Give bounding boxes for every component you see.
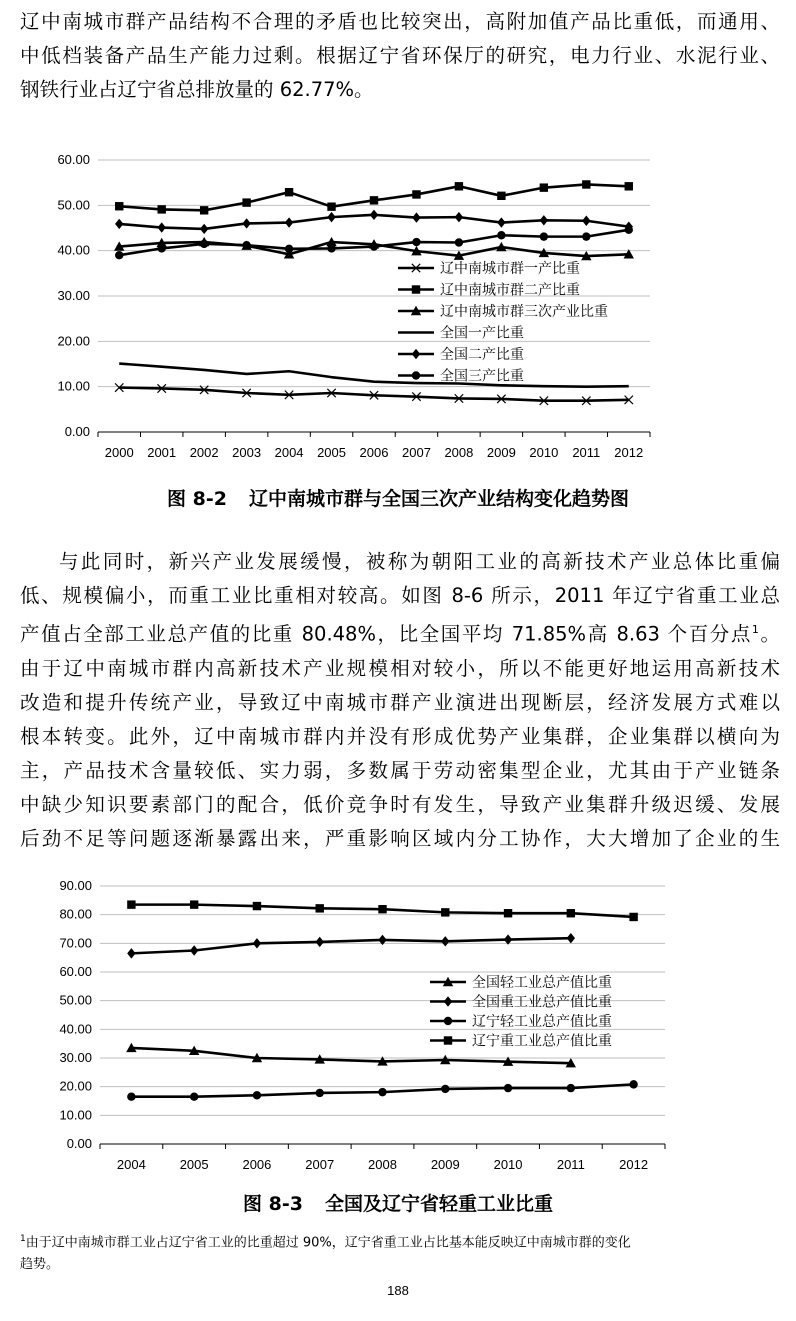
chart2-svg (0, 870, 796, 1190)
figure2-title: 全国及辽宁省轻重工业比重 (324, 1193, 553, 1215)
data-point (115, 251, 123, 259)
data-point (115, 202, 123, 210)
legend-item (430, 994, 612, 1011)
data-point (540, 215, 548, 225)
paragraph-line: 与此同时，新兴产业发展缓慢，被称为朝阳工业的高新技术产业总体比重偏 (59, 550, 780, 573)
figure1-number: 图 8-2 (167, 488, 227, 510)
legend-marker (412, 349, 420, 359)
data-point (327, 244, 335, 252)
legend-label: 辽中南城市群一产比重 (440, 261, 580, 277)
data-point (441, 1085, 449, 1093)
data-point (285, 188, 293, 196)
data-point (253, 902, 261, 910)
x-tick-label: 2012 (614, 445, 644, 460)
paragraph-line: 中低档装备产品生产能力过剩。根据辽宁省环保厅的研究，电力行业、水泥行业、 (20, 44, 780, 67)
data-point (625, 182, 633, 190)
data-point (504, 1084, 512, 1092)
legend-marker (444, 996, 452, 1006)
data-point (157, 244, 165, 252)
data-point (316, 1089, 324, 1097)
data-point (378, 905, 386, 913)
legend-item (430, 974, 612, 991)
series-2 (115, 180, 633, 214)
legend-label: 辽宁轻工业总产值比重 (472, 1014, 612, 1030)
data-point (582, 216, 590, 226)
data-point (625, 226, 633, 234)
x-tick-label: 2012 (619, 1157, 649, 1172)
figure1-title: 辽中南城市群与全国三次产业结构变化趋势图 (248, 488, 629, 510)
legend-label: 全国二产比重 (440, 347, 524, 363)
y-tick-label: 10.00 (59, 1107, 92, 1123)
data-point (497, 192, 505, 200)
x-tick-label: 2003 (232, 445, 262, 460)
data-point (412, 190, 420, 198)
y-tick-label: 50.00 (57, 197, 90, 213)
y-tick-label: 20.00 (59, 1078, 92, 1094)
x-tick-label: 2008 (444, 445, 474, 460)
x-tick-label: 2010 (529, 445, 559, 460)
legend-item (398, 260, 580, 277)
x-tick-label: 2011 (556, 1157, 585, 1172)
legend (398, 260, 608, 385)
paragraph-line: 产值占全部工业总产值的比重 80.48%，比全国平均 71.85%高 8.63 个百分点$^1$。 (20, 622, 780, 646)
paragraph-line: 钢铁行业占辽宁省总排放量的 62.77%。 (20, 78, 374, 101)
x-tick-label: 2009 (430, 1157, 460, 1172)
data-point (582, 180, 590, 188)
data-point (285, 245, 293, 253)
legend-item (430, 1033, 612, 1050)
data-point (157, 205, 165, 213)
x-tick-label: 2005 (317, 445, 346, 460)
top-paragraph (20, 5, 780, 107)
y-tick-label: 50.00 (59, 992, 92, 1008)
x-tick-label: 2007 (305, 1157, 335, 1172)
data-point (190, 900, 198, 908)
x-tick-label: 2006 (242, 1157, 272, 1172)
x-tick-label: 2011 (572, 445, 601, 460)
series-line (131, 1048, 570, 1063)
footnote (20, 1228, 780, 1276)
data-point (190, 1093, 198, 1101)
y-tick-label: 80.00 (59, 906, 92, 922)
x-tick-label: 2004 (274, 445, 304, 460)
x-tick-label: 2005 (179, 1157, 209, 1172)
data-point (242, 218, 250, 228)
legend-item (398, 325, 524, 342)
y-tick-label: 30.00 (57, 288, 90, 303)
series-3 (127, 1080, 638, 1101)
data-point (540, 183, 548, 191)
data-point (441, 908, 449, 916)
data-point (378, 1088, 386, 1096)
legend-label: 全国轻工业总产值比重 (472, 975, 612, 991)
legend-label: 全国三产比重 (440, 368, 524, 385)
footnote-line: $^1$由于辽中南城市群工业占辽宁省工业的比重超过 90%，辽宁省重工业占比基本能反映辽中南城市群的变化 (20, 1234, 631, 1251)
data-point (629, 913, 637, 921)
data-point (200, 224, 208, 234)
footnote-ref: 1 (751, 623, 759, 636)
data-point (190, 945, 198, 955)
x-tick-label: 2010 (493, 1157, 523, 1172)
y-tick-label: 90.00 (59, 878, 92, 893)
legend-label: 全国重工业总产值比重 (472, 994, 612, 1011)
figure2-caption (0, 1189, 796, 1216)
data-point (567, 1084, 575, 1092)
data-point (567, 933, 575, 943)
legend-marker (412, 285, 420, 293)
paragraph-line: 辽中南城市群产品结构不合理的矛盾也比较突出，高附加值产品比重低，而通用、 (20, 10, 780, 33)
data-point (316, 937, 324, 947)
paragraph-line: 根本转变。此外，辽中南城市群内并没有形成优势产业集群，企业集群以横向为 (20, 724, 780, 748)
data-point (253, 938, 261, 948)
data-point (127, 948, 135, 958)
data-point (629, 1080, 637, 1088)
data-point (285, 217, 293, 227)
paragraph-line: 主，产品技术含量较低、实力弱，多数属于劳动密集型企业，尤其由于产业链条 (20, 758, 780, 782)
chart1-svg (0, 140, 796, 480)
x-tick-label: 2002 (189, 445, 219, 460)
legend-label: 辽宁重工业总产值比重 (472, 1033, 612, 1050)
data-point (497, 217, 505, 227)
paragraph-line: 后劲不足等问题逐渐暴露出来，严重影响区域内分工协作，大大增加了企业的生 (20, 826, 780, 850)
data-point (455, 212, 463, 222)
y-tick-label: 40.00 (57, 242, 90, 258)
x-tick-label: 2008 (368, 1157, 397, 1172)
page-number: 188 (387, 1283, 409, 1298)
paragraph-line: 中缺少知识要素部门的配合，低价竞争时有发生，导致产业集群升级迟缓、发展 (20, 792, 780, 816)
data-point (497, 231, 505, 239)
y-tick-label: 30.00 (59, 1050, 92, 1065)
data-point (253, 1091, 261, 1099)
paragraph-line: 改造和提升传统产业，导致辽中南城市群产业演进出现断层，经济发展方式难以 (20, 690, 780, 714)
y-tick-label: 70.00 (59, 935, 92, 951)
legend-item (398, 346, 524, 363)
series-5 (115, 210, 633, 234)
data-point (582, 232, 590, 240)
data-point (567, 909, 575, 917)
paragraph-line: 由于辽中南城市群内高新技术产业规模相对较小，所以不能更好地运用高新技术 (20, 656, 780, 680)
data-point (242, 241, 250, 249)
data-point (370, 196, 378, 204)
chart-industry-structure (0, 140, 796, 480)
data-point (115, 219, 123, 229)
series-line (119, 388, 629, 401)
x-tick-label: 2006 (359, 445, 389, 460)
data-point (412, 212, 420, 222)
legend-marker (412, 371, 420, 379)
data-point (327, 212, 335, 222)
y-tick-label: 0.00 (64, 424, 90, 439)
data-point (540, 232, 548, 240)
data-point (200, 240, 208, 248)
y-tick-label: 40.00 (59, 1021, 92, 1037)
x-tick-label: 2009 (486, 445, 516, 460)
paragraph-line: 低、规模偏小，而重工业比重相对较高。如图 8-6 所示，2011 年辽宁省重工业总 (20, 584, 780, 607)
y-tick-label: 10.00 (57, 378, 90, 394)
series-4 (127, 900, 638, 921)
data-point (455, 238, 463, 246)
data-point (504, 909, 512, 917)
figure1-caption (0, 484, 796, 511)
y-tick-label: 60.00 (59, 964, 92, 979)
figure2-number: 图 8-3 (243, 1193, 303, 1215)
y-tick-label: 60.00 (57, 152, 90, 167)
series-2 (127, 933, 575, 959)
chart-light-heavy-industry (0, 870, 796, 1190)
series-line (119, 364, 629, 387)
legend-marker (444, 1017, 452, 1025)
data-point (157, 222, 165, 232)
data-point (370, 210, 378, 220)
legend-label: 辽中南城市群二产比重 (440, 282, 580, 299)
footnote-mark: 1 (20, 1234, 26, 1244)
y-tick-label: 20.00 (57, 333, 90, 349)
data-point (200, 206, 208, 214)
x-tick-label: 2004 (116, 1157, 146, 1172)
series-4 (119, 364, 629, 387)
data-point (412, 238, 420, 246)
y-tick-label: 0.00 (66, 1136, 92, 1151)
data-point (316, 904, 324, 912)
legend (430, 974, 612, 1050)
legend-marker (444, 1036, 452, 1044)
x-tick-label: 2000 (104, 445, 134, 460)
legend-item (398, 303, 608, 320)
data-point (327, 202, 335, 210)
footnote-line: 趋势。 (20, 1257, 60, 1273)
x-tick-label: 2007 (402, 445, 431, 460)
data-point (127, 1093, 135, 1101)
data-point (441, 936, 449, 946)
data-point (455, 182, 463, 190)
legend-item (430, 1013, 612, 1030)
middle-paragraph (20, 545, 780, 856)
data-point (127, 900, 135, 908)
x-tick-label: 2001 (147, 445, 177, 460)
legend-label: 全国一产比重 (440, 325, 524, 342)
legend-label: 辽中南城市群三次产业比重 (440, 304, 608, 320)
data-point (370, 242, 378, 250)
data-point (242, 198, 250, 206)
